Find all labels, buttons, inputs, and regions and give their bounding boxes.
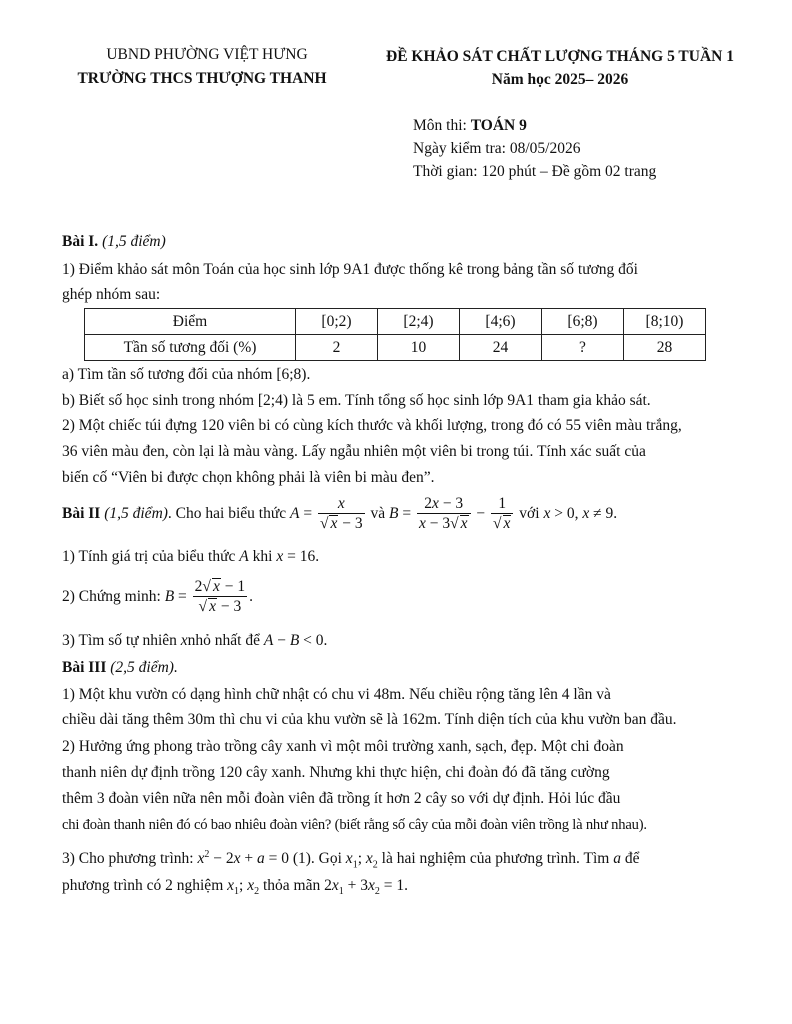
table-cell: 24 [460,335,542,361]
bai1-q2-line3: biến cố “Viên bi được chọn không phải là viên bi màu đen”. [62,469,435,486]
bai1-q1-line1: 1) Điểm khảo sát môn Toán của học sinh lớp 9A1 được thống kê trong bảng tần số tương đối [62,261,638,278]
table-header-cell: Điểm [85,309,296,335]
frequency-table [84,308,706,361]
bai3-heading: Bài III (2,5 điểm). [62,659,178,676]
expr-b-fraction-1: $\frac{2x - 3}{x - 3√ x}$ [417,495,471,534]
bai2-q2: 2) Chứng minh: B = $\frac{2√ x - 1}{√ x - 3}$ . [62,578,253,615]
table-cell: 10 [378,335,460,361]
subject-line: Môn thi: TOÁN 9 [413,117,527,134]
table-cell: [0;2) [296,309,378,335]
bai3-q1-line1: 1) Một khu vườn có dạng hình chữ nhật có chu vi 48m. Nếu chiều rộng tăng lên 4 lần và [62,686,611,703]
exam-date: Ngày kiểm tra: 08/05/2026 [413,140,581,157]
bai1-q2-line2: 36 viên màu đen, còn lại là màu vàng. Lấy ngẫu nhiên một viên bi trong túi. Tính xác suất của [62,443,646,460]
expr-b-proof-fraction: $\frac{2√ x - 1}{√ x - 3}$ [194,578,246,615]
bai1-q1-line2: ghép nhóm sau: [62,286,161,303]
table-row [85,309,706,335]
table-cell: 28 [624,335,706,361]
bai3-q2-line2: thanh niên dự định trồng 120 cây xanh. Nhưng khi thực hiện, chi đoàn đó đã tăng cường [62,764,610,781]
exam-duration: Thời gian: 120 phút – Đề gồm 02 trang [413,163,657,180]
exam-title: ĐỀ KHẢO SÁT CHẤT LƯỢNG THÁNG 5 TUẦN 1 [386,48,734,65]
org-name: UBND PHƯỜNG VIỆT HƯNG [106,46,308,63]
school-name: TRƯỜNG THCS THƯỢNG THANH [77,70,327,87]
table-cell: [8;10) [624,309,706,335]
bai3-q2-line1: 2) Hưởng ứng phong trào trồng cây xanh vì một môi trường xanh, sạch, đẹp. Một chi đoàn [62,738,624,755]
table-cell: ? [542,335,624,361]
bai1-qb: b) Biết số học sinh trong nhóm [2;4) là 5 em. Tính tổng số học sinh lớp 9A1 tham gia khảo sát. [62,392,651,409]
table-cell: [6;8) [542,309,624,335]
bai3-q2-line3: thêm 3 đoàn viên nữa nên mỗi đoàn viên đã trồng ít hơn 2 cây so với dự định. Hỏi lúc đầu [62,790,621,807]
table-cell: 2 [296,335,378,361]
table-cell: [2;4) [378,309,460,335]
bai2-q1: 1) Tính giá trị của biểu thức A khi x = 16. [62,548,320,565]
bai3-q3-line2: phương trình có 2 nghiệm $x_1$; $x_2$ thỏa mãn $2x_1 + 3x_2 = 1$. [62,877,408,898]
expr-a-fraction: $\frac{x}{√ x - 3}$ [319,495,363,532]
bai1-q2-line1: 2) Một chiếc túi đựng 120 viên bi có cùng kích thước và khối lượng, trong đó có 55 viên màu trắng, [62,417,682,434]
bai1-qa: a) Tìm tần số tương đối của nhóm [6;8). [62,366,311,383]
bai3-q1-line2: chiều dài tăng thêm 30m thì chu vi của khu vườn sẽ là 162m. Tính diện tích của khu vườn ban đầu. [62,711,677,728]
bai2-heading: Bài II (1,5 điểm). Cho hai biểu thức A = $\frac{x}{√ x - 3}$ và B = $\frac{2x - 3}{x - 3√ x}$ − $\frac{1}{√ x}$ với x > 0, x ≠ 9. [62,495,618,532]
table-cell: [4;6) [460,309,542,335]
bai2-q3: 3) Tìm số tự nhiên xnhỏ nhất để A − B < 0. [62,632,328,649]
bai3-q2-line4: chi đoàn thanh niên đó có bao nhiêu đoàn viên? (biết rằng số cây của mỗi đoàn viên trồng là như nhau). [62,817,647,833]
bai1-heading: Bài I. (1,5 điểm) [62,233,166,250]
table-header-cell: Tần số tương đối (%) [85,335,296,361]
school-year: Năm học 2025– 2026 [491,71,629,88]
bai3-q3-line1: 3) Cho phương trình: $x^2 - 2x + a = 0$ (1). Gọi $x_1$; $x_2$ là hai nghiệm của phương trình. Tìm a để [62,849,640,871]
expr-b-fraction-2: $\frac{1}{√ x}$ [491,495,513,534]
table-row [85,335,706,361]
